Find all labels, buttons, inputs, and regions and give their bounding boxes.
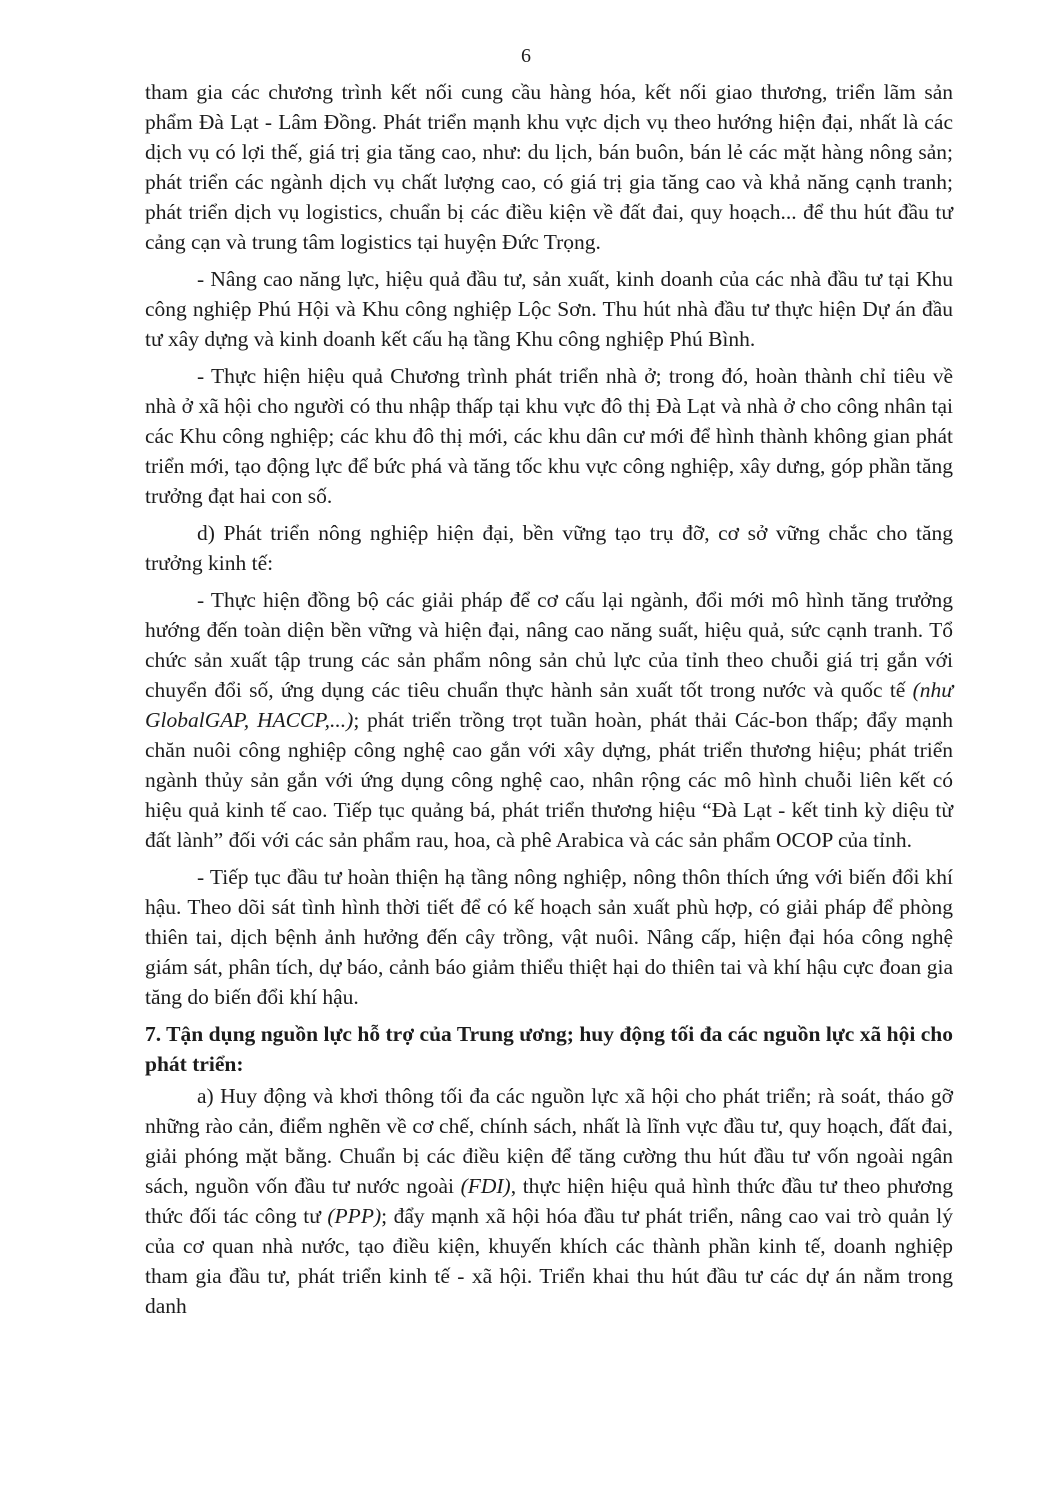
- body-paragraph: [145, 518, 953, 578]
- text-run: - Tiếp tục đầu tư hoàn thiện hạ tầng nông nghiệp, nông thôn thích ứng với biến đổi khí hậu. Theo dõi sát tình hình thời tiết để có kế hoạch sản xuất phù hợp, có giải pháp để phòng thiên tai, dịch bệnh ảnh hưởng đến cây trồng, vật nuôi. Nâng cấp, hiện đại hóa công nghệ giám sát, phân tích, dự báo, cảnh báo giảm thiểu thiệt hại do thiên tai và khí hậu cực đoan gia tăng do biến đổi khí hậu.: [145, 865, 953, 1009]
- body-paragraph: [145, 862, 953, 1012]
- text-run: - Thực hiện đồng bộ các giải pháp để cơ cấu lại ngành, đổi mới mô hình tăng trưởng hướng đến toàn diện bền vững và hiện đại, nâng cao năng suất, hiệu quả, sức cạnh tranh. Tổ chức sản xuất tập trung các sản phẩm nông sản chủ lực của tỉnh theo chuỗi giá trị gắn với chuyển đổi số, ứng dụng các tiêu chuẩn thực hành sản xuất tốt trong nước và quốc tế: [145, 588, 953, 702]
- document-body: [145, 77, 953, 1328]
- body-paragraph: [145, 264, 953, 354]
- italic-text: (PPP): [327, 1204, 382, 1228]
- section-heading: [145, 1019, 953, 1079]
- text-run: - Thực hiện hiệu quả Chương trình phát triển nhà ở; trong đó, hoàn thành chỉ tiêu về nhà ở xã hội cho người có thu nhập thấp tại khu vực đô thị Đà Lạt và nhà ở cho công nhân tại các Khu công nghiệp; các khu đô thị mới, các khu dân cư mới để hình thành không gian phát triển mới, tạo động lực để bức phá và tăng tốc khu vực công nghiệp, xây dưng, góp phần tăng trưởng đạt hai con số.: [145, 364, 953, 508]
- text-run: ; đẩy mạnh xã hội hóa đầu tư phát triển, nâng cao vai trò quản lý của cơ quan nhà nước, tạo điều kiện, khuyến khích các thành phần kinh tế, doanh nghiệp tham gia đầu tư, phát triển kinh tế - xã hội. Triển khai thu hút đầu tư các dự án nằm trong danh: [145, 1204, 954, 1318]
- text-run: a) Huy động và khơi thông tối đa các nguồn lực xã hội cho phát triển; rà soát, tháo gỡ những rào cản, điểm nghẽn về cơ chế, chính sách, nhất là lĩnh vực đầu tư, quy hoạch, đất đai, giải phóng mặt bằng. Chuẩn bị các điều kiện để tăng cường thu hút đầu tư vốn ngoài ngân sách, nguồn vốn đầu tư nước ngoài: [145, 1084, 953, 1198]
- body-paragraph: [145, 77, 953, 257]
- text-run: , thực hiện hiệu quả hình thức đầu tư theo phương thức đối tác công tư: [145, 1174, 954, 1228]
- body-paragraph: [145, 361, 953, 511]
- text-run: d) Phát triển nông nghiệp hiện đại, bền vững tạo trụ đỡ, cơ sở vững chắc cho tăng trưởng kinh tế:: [145, 521, 953, 575]
- italic-text: (như GlobalGAP, HACCP,...): [145, 678, 953, 732]
- page-number: 6: [521, 45, 531, 67]
- text-run: 7. Tận dụng nguồn lực hỗ trợ của Trung ương; huy động tối đa các nguồn lực xã hội cho phát triển:: [145, 1022, 953, 1076]
- italic-text: (FDI): [460, 1174, 511, 1198]
- text-run: - Nâng cao năng lực, hiệu quả đầu tư, sản xuất, kinh doanh của các nhà đầu tư tại Khu công nghiệp Phú Hội và Khu công nghiệp Lộc Sơn. Thu hút nhà đầu tư thực hiện Dự án đầu tư xây dựng và kinh doanh kết cấu hạ tầng Khu công nghiệp Phú Bình.: [145, 267, 953, 351]
- body-paragraph: [145, 585, 953, 855]
- body-paragraph: [145, 1081, 953, 1321]
- text-run: tham gia các chương trình kết nối cung cầu hàng hóa, kết nối giao thương, triển lãm sản phẩm Đà Lạt - Lâm Đồng. Phát triển mạnh khu vực dịch vụ theo hướng hiện đại, nhất là các dịch vụ có lợi thế, giá trị gia tăng cao, như: du lịch, bán buôn, bán lẻ các mặt hàng nông sản; phát triển các ngành dịch vụ chất lượng cao, có giá trị gia tăng cao và khả năng cạnh tranh; phát triển dịch vụ logistics, chuẩn bị các điều kiện về đất đai, quy hoạch... để thu hút đầu tư cảng cạn và trung tâm logistics tại huyện Đức Trọng.: [145, 80, 953, 254]
- text-run: ; phát triển trồng trọt tuần hoàn, phát thải Các-bon thấp; đẩy mạnh chăn nuôi công nghiệp công nghệ cao gắn với xây dựng, phát triển thương hiệu; phát triển ngành thủy sản gắn với ứng dụng công nghệ cao, nhân rộng các mô hình chuỗi liên kết có hiệu quả kinh tế cao. Tiếp tục quảng bá, phát triển thương hiệu “Đà Lạt - kết tinh kỳ diệu từ đất lành” đối với các sản phẩm rau, hoa, cà phê Arabica và các sản phẩm OCOP của tỉnh.: [145, 708, 954, 852]
